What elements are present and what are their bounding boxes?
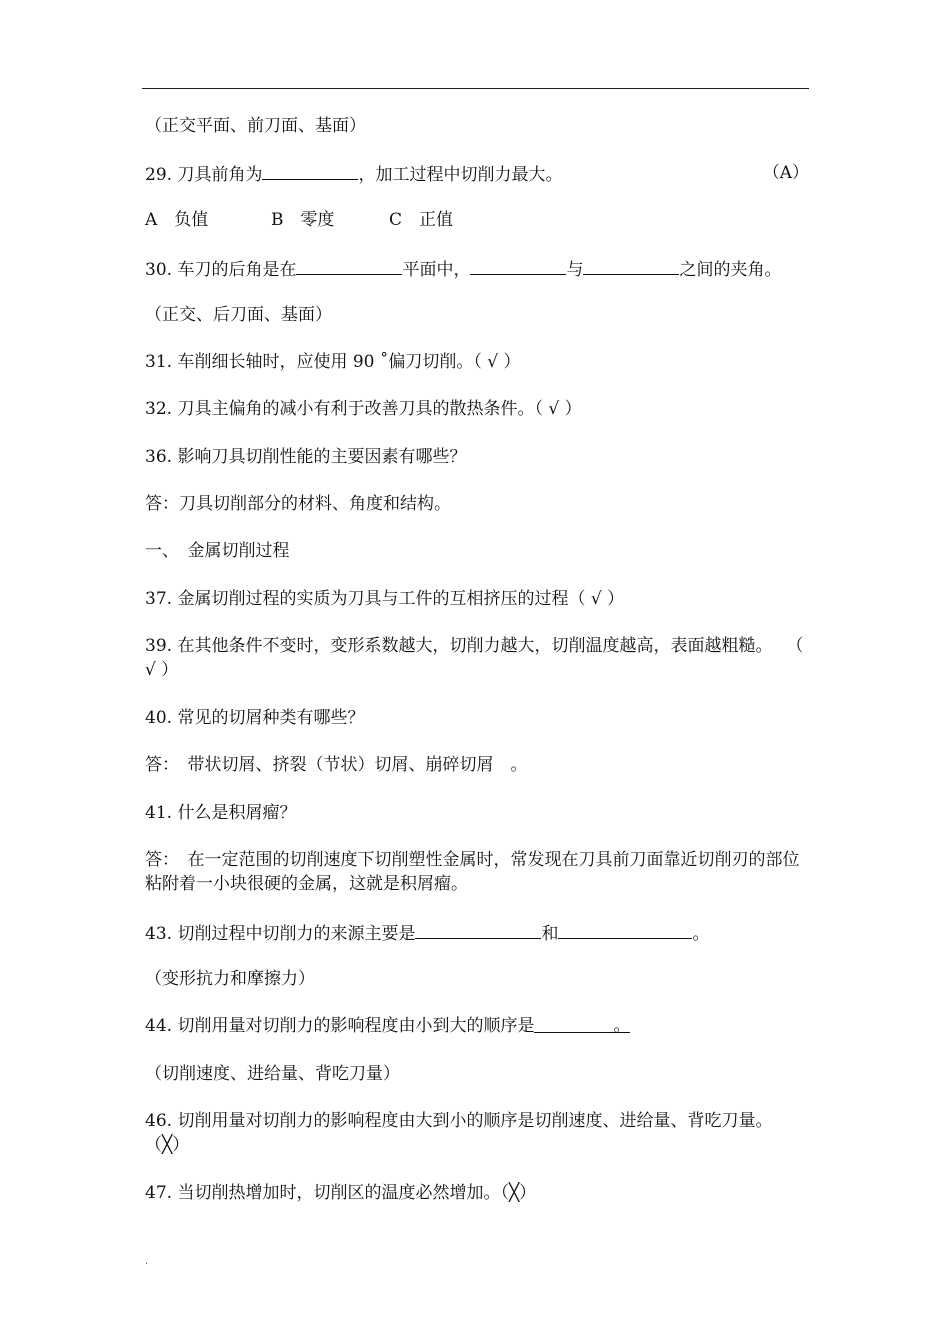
fill-blank [262, 161, 358, 180]
question-36: 36. 影响刀具切削性能的主要因素有哪些？ [145, 447, 467, 467]
question-47: 47. 当切削热增加时，切削区的温度必然增加。（╳） [145, 1183, 537, 1203]
question-46: 46. 切削用量对切削力的影响程度由大到小的顺序是切削速度、进给量、背吃刀量。 （╳） [145, 1111, 787, 1155]
question-30-text-a: 30. 车刀的后角是在 [145, 260, 297, 280]
fill-blank [470, 256, 566, 275]
question-43-text-b: 和 [541, 924, 559, 944]
question-30 [145, 256, 809, 282]
question-43-text-a: 43. 切削过程中切削力的来源主要是 [145, 924, 416, 944]
question-29-text-b: ，加工过程中切削力最大。 [358, 165, 563, 185]
question-29 [145, 161, 809, 187]
question-29-options [145, 208, 809, 232]
question-40: 40. 常见的切屑种类有哪些？ [145, 708, 365, 728]
question-30-text-c: 与 [566, 260, 584, 280]
answer-43: （变形抗力和摩擦力） [145, 969, 315, 989]
question-39: 39. 在其他条件不变时，变形系数越大，切削力越大，切削温度越高，表面越粗糙。 （ √ ） [145, 636, 804, 680]
header-rule [142, 88, 809, 89]
answer-line-28: （正交平面、前刀面、基面） [145, 116, 366, 136]
footer-dot: . [145, 1256, 149, 1267]
option-b: B 零度 [271, 210, 335, 230]
option-c: C 正值 [389, 210, 454, 230]
answer-line-30: （正交、后刀面、基面） [145, 305, 332, 325]
fill-blank [296, 256, 402, 275]
question-30-text-d: 之间的夹角。 [679, 260, 782, 280]
question-32: 32. 刀具主偏角的减小有利于改善刀具的散热条件。（ √ ） [145, 399, 582, 419]
fill-blank [558, 920, 692, 939]
question-37: 37. 金属切削过程的实质为刀具与工件的互相挤压的过程（ √ ） [145, 589, 625, 609]
question-43-text-c: 。 [692, 924, 710, 944]
question-31: 31. 车削细长轴时，应使用 90 ˚偏刀切削。（ √ ） [145, 352, 521, 372]
question-44-text-b: 。 [613, 1016, 631, 1036]
fill-blank [415, 920, 541, 939]
answer-41: 答： 在一定范围的切削速度下切削塑性金属时，常发现在刀具前刀面靠近切削刃的部位粘附着一小块很硬的金属，这就是积屑瘤。 [145, 850, 800, 894]
question-44 [145, 1014, 809, 1038]
option-a: A 负值 [145, 210, 209, 230]
question-30-text-b: 平面中， [402, 260, 471, 280]
fill-blank [583, 256, 679, 275]
question-43 [145, 920, 809, 946]
answer-40: 答： 带状切屑、挤裂（节状）切屑、崩碎切屑 。 [145, 755, 528, 775]
question-29-text-a: 29. 刀具前角为 [145, 165, 263, 185]
question-29-answer: （A） [762, 163, 809, 183]
question-44-text-a: 44. 切削用量对切削力的影响程度由小到大的顺序是 [145, 1016, 535, 1036]
section-heading: 一、 金属切削过程 [145, 541, 290, 561]
question-41: 41. 什么是积屑瘤？ [145, 803, 297, 823]
answer-44: （切削速度、进给量、背吃刀量） [145, 1064, 400, 1084]
answer-36: 答：刀具切削部分的材料、角度和结构。 [145, 494, 451, 514]
fill-blank [534, 1014, 631, 1036]
